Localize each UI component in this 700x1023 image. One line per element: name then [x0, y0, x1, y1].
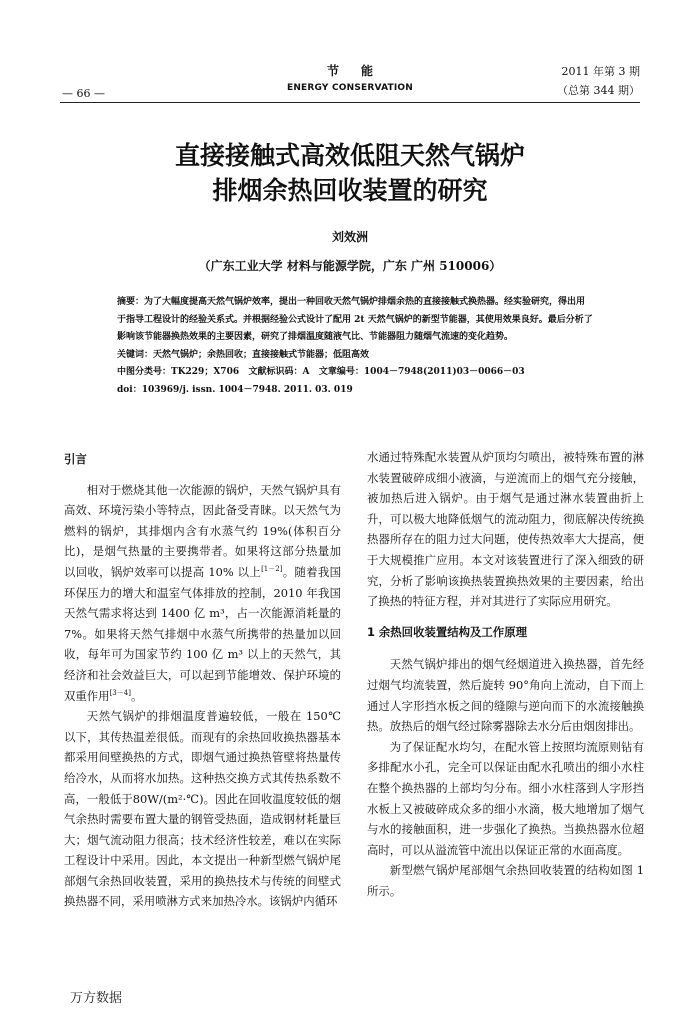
- keywords: [117, 347, 594, 365]
- classification-line: [117, 364, 594, 382]
- section-heading-intro: 引言: [64, 452, 87, 466]
- author: 刘效洲: [331, 230, 368, 244]
- paragraph: 天然气锅炉的排烟温度普遍较低，一般在 150℃以下，其传热温差很低。而现有的余热回收换热器基本都采用间壁换热的方式，即烟气通过换热管壁将热量传给冷水，从而将水加热。这种热交换方式其传热系数不高，一般低于80W/(m²·℃)。因此在回收温度较低的烟气余热时需要布置大量的钢管受热面，造成钢材耗量巨大；烟气流动阻力很高；技术经济性较差，难以在实际工程设计中采用。因此，本文提出一种新型燃气锅炉尾部烟气余热回收装置，采用的换热技术与传统的间壁式换热器不同，采用喷淋方式来加热冷水。该锅炉内循环: [64, 709, 341, 909]
- section-heading-1: 1 余热回收装置结构及工作原理: [367, 624, 527, 639]
- page-number: — 66 —: [62, 87, 105, 100]
- paragraph: 为了保证配水均匀，在配水管上按照均流原则钻有多排配水小孔，完全可以保证由配水孔喷出的细小水柱在整个换热器的上部均匀分布。细小水柱落到人字形挡水板上又被破碎成众多的细小水滴，极大地增加了烟气与水的接触面积，进一步强化了换热。当换热器水位超高时，可以从溢流管中流出以保证正常的水面高度。: [367, 739, 644, 857]
- total-issue-number: （总第 344 期）: [557, 84, 640, 97]
- paragraph-text: 。: [130, 688, 143, 703]
- abstract-block: [117, 294, 594, 399]
- paragraph: 新型燃气锅炉尾部烟气余热回收装置的结构如图 1 所示。: [367, 863, 644, 898]
- title-line-1: 直接接触式高效低阻天然气锅炉: [174, 141, 525, 170]
- journal-name-en: ENERGY CONSERVATION: [286, 83, 414, 93]
- paragraph-text: 。随着我国环保压力的增大和温室气体排放的控制，2010 年我国天然气需求将达到 1400 亿 m³，占一次能源消耗量的 7%。如果将天然气排烟中水蒸气所携带的热量加以回收，每年可为国家节约 100 亿 m³ 以上的天然气，其经济和社会效益巨大，可以起到节能增效、保护环境的双重作用: [64, 564, 341, 703]
- doc-code-label: 文献标识码：: [248, 367, 303, 377]
- article-no-label: 文章编号：: [318, 367, 364, 377]
- journal-name-cn: 节能: [326, 64, 395, 78]
- watermark-text: 万方数据: [70, 991, 123, 1006]
- citation: [3－4]: [109, 688, 131, 697]
- article-no-value: 1004－7948(2011)03－0066－03: [363, 367, 525, 377]
- issue-number: 2011 年第 3 期: [561, 65, 640, 78]
- keywords-label: 关键词：: [117, 349, 154, 360]
- clc-value: TK229；X706: [171, 367, 240, 377]
- paragraph: [64, 480, 341, 707]
- paragraph-text: 相对于燃烧其他一次能源的锅炉，天然气锅炉具有高效、环境污染小等特点，因此备受青睐。以天然气为燃料的锅炉，其排烟内含有水蒸气约 19%(体积百分比)，是烟气热量的主要携带者。如果将这部分热量加以回收，锅炉效率可以提高 10% 以上: [64, 482, 341, 579]
- left-column: [64, 447, 341, 912]
- issue-info: [557, 62, 640, 100]
- abstract: [117, 294, 594, 347]
- right-column: [367, 447, 644, 901]
- header-rule: [60, 102, 640, 103]
- doc-code-value: A: [302, 367, 310, 377]
- paragraph: 水通过特殊配水装置从炉顶均匀喷出，被特殊布置的淋水装置破碎成细小液滴，与逆流而上的烟气充分接触，被加热后进入锅炉。由于烟气是通过淋水装置曲折上升，可以极大地降低烟气的流动阻力，彻底解决传统换热器所存在的阻力过大问题，使传热效率大大提高，便于大规模推广应用。本文对该装置进行了深入细致的研究，分析了影响该换热装置换热效果的主要因素，给出了换热的特征方程，并对其进行了实际应用研究。: [367, 450, 644, 609]
- doi-line: [117, 382, 594, 400]
- title-line-2: 排烟余热回收装置的研究: [212, 176, 488, 205]
- doi-value: 103969/j. issn. 1004－7948. 2011. 03. 019: [141, 384, 353, 395]
- abstract-text: 为了大幅度提高天然气锅炉效率，提出一种回收天然气锅炉排烟余热的直接接触式换热器。经实验研究，得出用于指导工程设计的经验关系式。并根据经验公式设计了配用 2t 天然气锅炉的新型节能器，其使用效果良好。最后分析了影响该节能器换热效果的主要因素，研究了排烟温度随液气比、节能器阻力随烟气流速的变化趋势。: [117, 297, 593, 342]
- affiliation: （广东工业大学 材料与能源学院，广东 广州 510006）: [198, 259, 502, 273]
- paper-title: [60, 138, 640, 208]
- abstract-label: 摘要：: [117, 297, 145, 307]
- clc-label: 中图分类号：: [117, 367, 172, 377]
- doi-label: doi：: [117, 384, 142, 395]
- citation: [1－2]: [261, 565, 283, 574]
- paragraph: 天然气锅炉排出的烟气经烟道进入换热器，首先经过烟气均流装置，然后旋转 90°角向上流动，自下而上通过人字形挡水板之间的缝隙与逆向而下的水流接触换热。放热后的烟气经过除雾器除去水分后由烟囱排出。: [367, 657, 644, 734]
- keywords-text: 天然气锅炉；余热回收；直接接触式节能器；低阻高效: [153, 349, 370, 360]
- journal-header: [200, 62, 500, 93]
